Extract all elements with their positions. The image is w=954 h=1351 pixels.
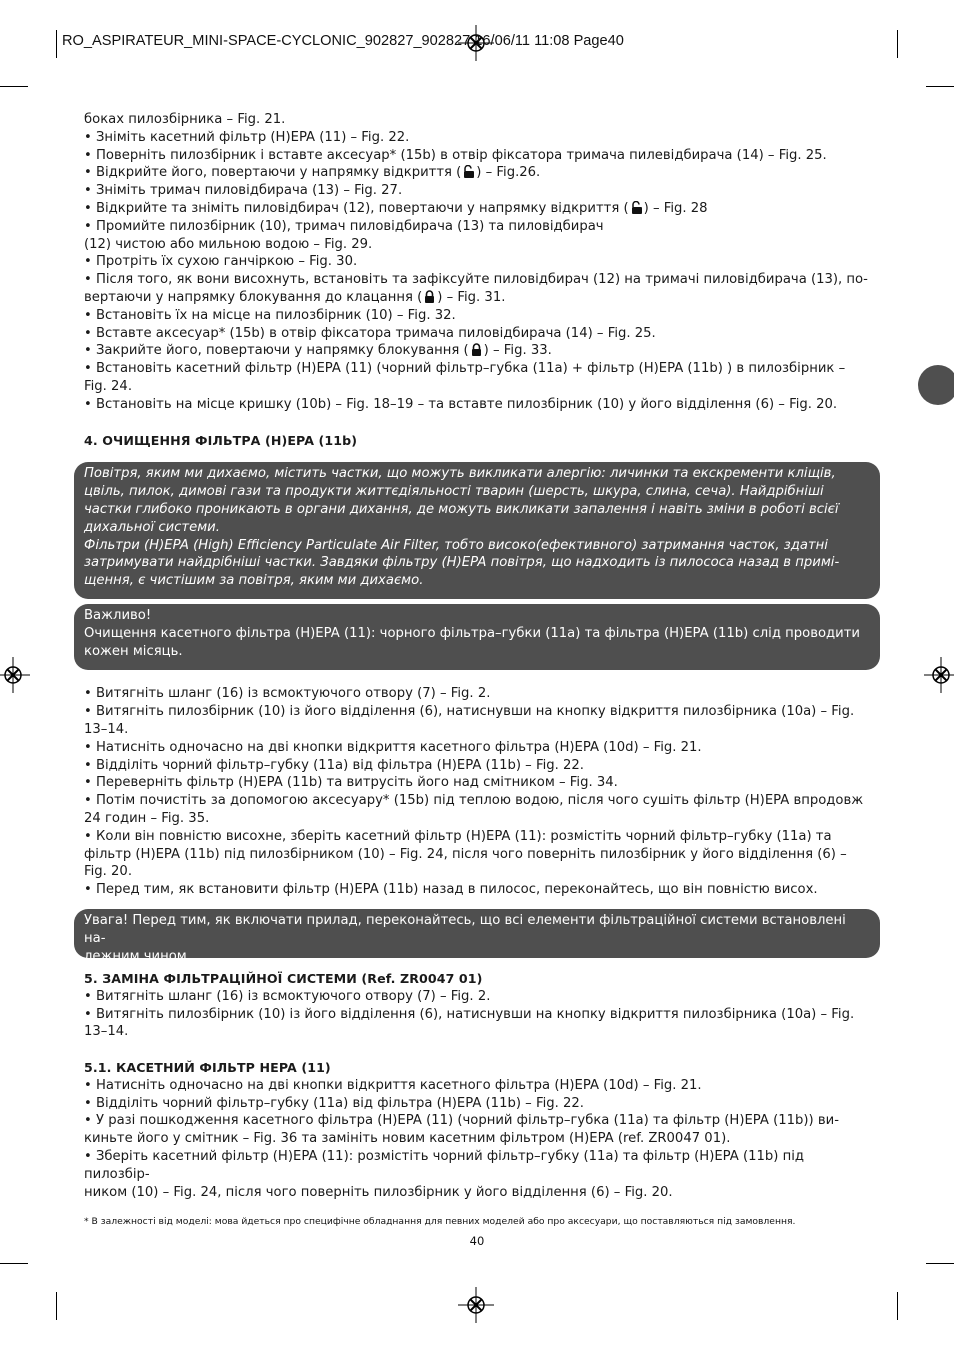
text-line: • Протріть їх сухою ганчіркою – Fig. 30.	[84, 254, 358, 270]
warning-box	[74, 909, 880, 964]
text-line: цвіль, пилок, димові гази та продукти життєдіяльності тварин (шерсть, шкура, слина, сеча). Найдрібніші	[84, 484, 824, 500]
text-line: лежним чином.	[84, 948, 191, 964]
text-line: • Встановіть їх на місце на пилозбірник (10) – Fig. 32.	[84, 307, 456, 323]
section-cleaning-steps	[84, 685, 870, 899]
page-content	[84, 111, 870, 1201]
unlock-icon	[630, 201, 643, 214]
crop-mark	[897, 30, 898, 58]
text-line: дихальної системи.	[84, 519, 220, 535]
crop-mark	[0, 86, 28, 87]
text-line: • Перед тим, як встановити фільтр (H)EPA (11b) назад в пилосос, переконайтесь, що він повністю висох.	[84, 882, 818, 898]
text-line: Повітря, яким ми дихаємо, містить частки, що можуть викликати алергію: личинки та екскременти кліщів,	[84, 466, 836, 482]
crop-mark	[56, 30, 57, 58]
crop-mark	[56, 1292, 57, 1320]
text-line: Fig. 24.	[84, 378, 133, 394]
section-reassembly	[84, 111, 870, 414]
text-line: • Коли він повністю висохне, зберіть касетний фільтр (H)EPA (11): розмістіть чорний фільтр–губку (11a) та	[84, 828, 832, 844]
text-line: • Натисніть одночасно на дві кнопки відкриття касетного фільтра (H)EPA (10d) – Fig. 21.	[84, 1077, 702, 1093]
text-line: • Зніміть тримач пиловідбирача (13) – Fig. 27.	[84, 183, 403, 199]
crop-mark	[926, 1263, 954, 1264]
info-box	[74, 462, 880, 599]
text-line: • Відкрийте його, повертаючи у напрямку відкриття ( ) – Fig.26.	[84, 165, 541, 181]
text-line: Фільтри (H)EPA (High) Efficiency Particulate Air Filter, тобто високо(ефективного) затримання часток, здатні	[84, 537, 828, 553]
text-line: Fig. 20.	[84, 864, 133, 880]
crop-mark	[0, 1263, 28, 1264]
unlock-icon	[462, 165, 475, 178]
text-line: • Відкрийте та зніміть пиловідбирач (12), повертаючи у напрямку відкриття ( ) – Fig. 28	[84, 200, 708, 216]
text-line: • Встановіть касетний фільтр (H)EPA (11) (чорний фільтр–губка (11a) + фільтр (H)EPA (11b) ) в пилозбірник –	[84, 361, 846, 377]
text-line: • Витягніть шланг (16) із всмоктуючого отвору (7) – Fig. 2.	[84, 988, 491, 1004]
section-hepa-cassette	[84, 1077, 870, 1202]
text-line: • Зніміть касетний фільтр (H)EPA (11) – Fig. 22.	[84, 129, 410, 145]
text-line: частки глибоко проникають в органи дихання, де можуть викликати запалення і навіть зміни в роботі всієї	[84, 501, 839, 517]
section-replacement	[84, 988, 870, 1041]
text-line: вертаючи у напрямку блокування до клацання ( ) – Fig. 31.	[84, 289, 506, 305]
section-heading-5-1: 5.1. КАСЕТНИЙ ФІЛЬТР HEPA (11)	[84, 1060, 331, 1076]
text-line: • У разі пошкодження касетного фільтра (H)EPA (11) (чорний фільтр–губка (11a) та фільтр (H)EPA (11b)) ви-	[84, 1113, 839, 1129]
text-line: киньте його у смітник – Fig. 36 та замініть новим касетним фільтром (H)EPA (ref. ZR0047 01).	[84, 1131, 731, 1147]
text-line: 13–14.	[84, 1024, 129, 1040]
important-box	[74, 604, 880, 670]
text-line: боках пилозбірника – Fig. 21.	[84, 112, 286, 127]
text-line: • Витягніть пилозбірник (10) із його відділення (6), натиснувши на кнопку відкриття пилозбірника (10a) – Fig.	[84, 704, 855, 720]
text-line: • Переверніть фільтр (H)EPA (11b) та витрусіть його над смітником – Fig. 34.	[84, 775, 618, 791]
text-line: • Відділіть чорний фільтр–губку (11a) від фільтра (H)EPA (11b) – Fig. 22.	[84, 757, 584, 773]
text-line: • Вставте аксесуар* (15b) в отвір фіксатора тримача пиловідбирача (14) – Fig. 25.	[84, 325, 656, 341]
crop-mark	[897, 1292, 898, 1320]
text-line: • Встановіть на місце кришку (10b) – Fig. 18–19 – та вставте пилозбірник (10) у його відділення (6) – Fig. 20.	[84, 396, 838, 412]
text-line: • Промийте пилозбірник (10), тримач пиловідбирача (13) та пиловідбирач	[84, 218, 604, 234]
text-line: • Відділіть чорний фільтр–губку (11a) від фільтра (H)EPA (11b) – Fig. 22.	[84, 1095, 584, 1111]
page-number: 40	[469, 1234, 485, 1248]
text-line: • Натисніть одночасно на дві кнопки відкриття касетного фільтра (H)EPA (10d) – Fig. 21.	[84, 739, 702, 755]
lock-icon	[423, 290, 436, 303]
lock-icon	[470, 343, 483, 356]
text-line: • Після того, як вони висохнуть, встановіть та зафіксуйте пиловідбирач (12) на тримачі пиловідбирача (13), по-	[84, 272, 868, 288]
footnote: * В залежності від моделі: мова йдеться про специфічне обладнання для певних моделей або про аксесуари, що поставляються під замовлення.	[84, 1216, 796, 1227]
registration-mark-icon	[0, 657, 30, 693]
registration-mark-icon	[458, 1287, 494, 1323]
section-heading-4: 4. ОЧИЩЕННЯ ФІЛЬТРА (H)EPA (11b)	[84, 432, 358, 448]
text-line: • Закрийте його, повертаючи у напрямку блокування ( ) – Fig. 33.	[84, 343, 552, 359]
page-edge-tab	[918, 365, 954, 405]
crop-mark	[926, 86, 954, 87]
text-line: • Витягніть пилозбірник (10) із його відділення (6), натиснувши на кнопку відкриття пилозбірника (10a) – Fig.	[84, 1006, 855, 1022]
text-line: • Поверніть пилозбірник і вставте аксесуар* (15b) в отвір фіксатора тримача пилевідбирача (14) – Fig. 25.	[84, 147, 827, 163]
text-line: кожен місяць.	[84, 643, 183, 659]
text-line: 24 годин – Fig. 35.	[84, 810, 210, 826]
section-heading-5: 5. ЗАМІНА ФІЛЬТРАЦІЙНОЇ СИСТЕМИ (Ref. ZR0047 01)	[84, 970, 483, 986]
text-line: Важливо!	[84, 608, 152, 624]
text-line: щення, є чистішим за повітря, яким ми дихаємо.	[84, 573, 424, 589]
text-line: Увага! Перед тим, як включати прилад, переконайтесь, що всі елементи фільтраційної системи встановлені на-	[84, 912, 846, 946]
text-line: 13–14.	[84, 721, 129, 737]
print-header: RO_ASPIRATEUR_MINI-SPACE-CYCLONIC_902827_902827 16/06/11 11:08 Page40	[62, 33, 624, 49]
text-line: затримувати найдрібніші частки. Завдяки фільтру (H)EPA повітря, що надходить із пилососа назад в примі-	[84, 555, 840, 571]
text-line: • Зберіть касетний фільтр (H)EPA (11): розмістіть чорний фільтр–губку (11a) та фільтр (H)EPA (11b) під пилозбір-	[84, 1149, 805, 1182]
text-line: • Витягніть шланг (16) із всмоктуючого отвору (7) – Fig. 2.	[84, 686, 491, 702]
text-line: ником (10) – Fig. 24, після чого поверніть пилозбірник у його відділення (6) – Fig. 20.	[84, 1184, 673, 1200]
text-line: • Потім почистіть за допомогою аксесуару* (15b) під теплою водою, після чого сушіть фільтр (H)EPA впродовж	[84, 793, 864, 809]
text-line: фільтр (H)EPA (11b) під пилозбірником (10) – Fig. 24, після чого поверніть пилозбірник у його відділення (6) –	[84, 846, 847, 862]
text-line: Очищення касетного фільтра (H)EPA (11): чорного фільтра–губки (11a) та фільтра (H)EPA (11b) слід проводити	[84, 626, 860, 642]
registration-mark-icon	[924, 657, 954, 693]
text-line: (12) чистою або мильною водою – Fig. 29.	[84, 236, 373, 252]
